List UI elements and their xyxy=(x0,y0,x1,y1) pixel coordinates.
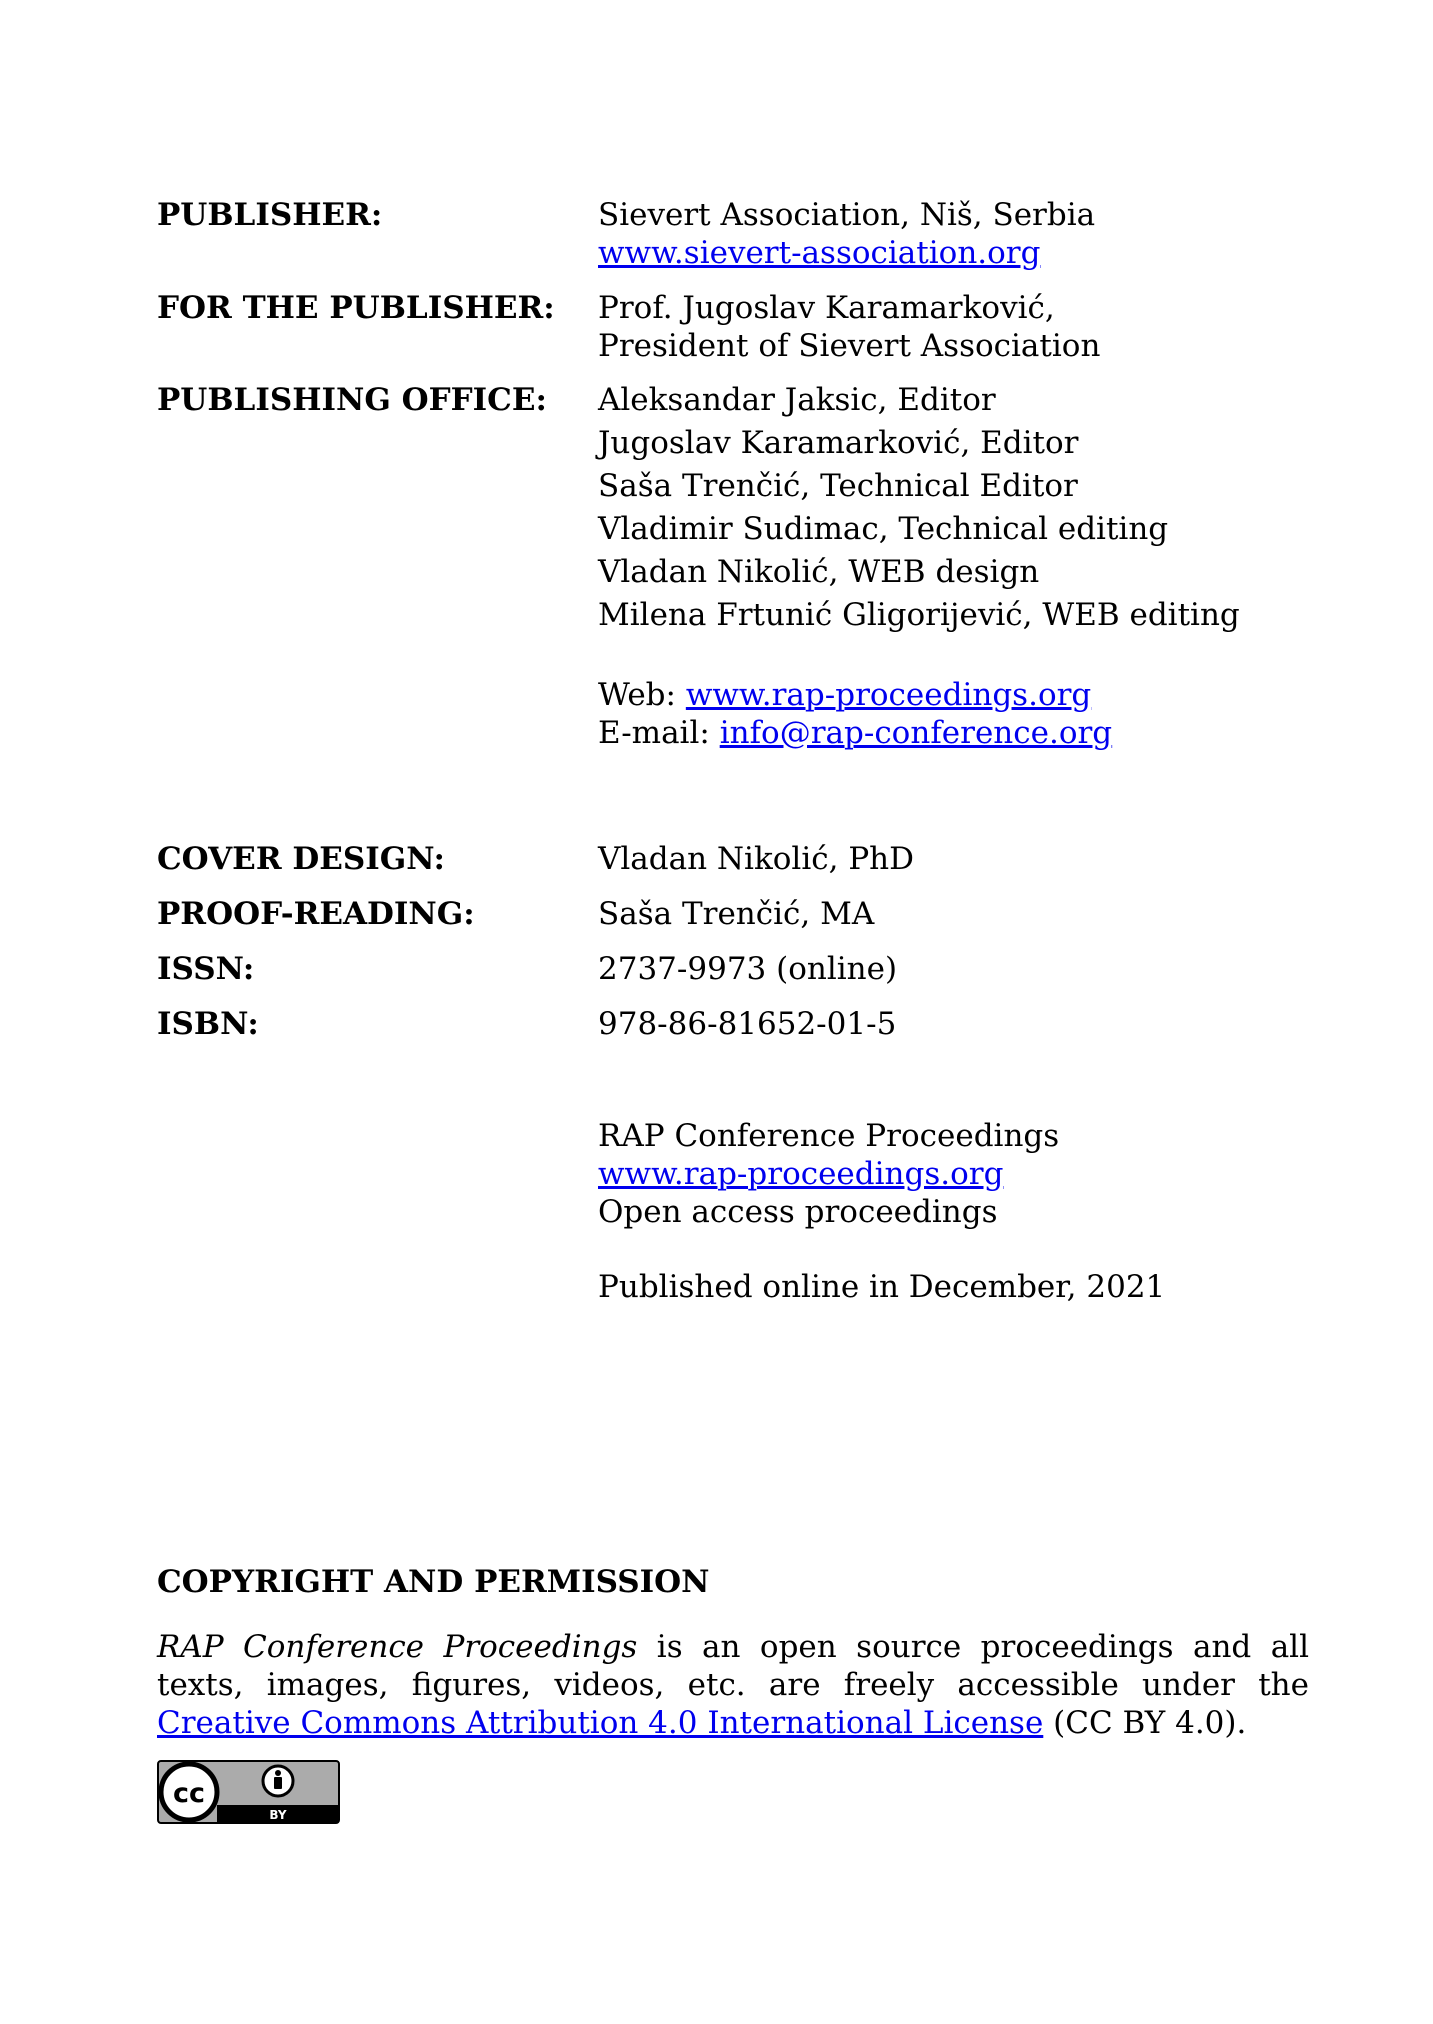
issn-label: ISSN: xyxy=(157,951,255,987)
copyright-heading: COPYRIGHT AND PERMISSION xyxy=(157,1564,710,1600)
for-publisher-line1: Prof. Jugoslav Karamarković, xyxy=(598,290,1055,326)
publisher-name: Sievert Association, Niš, Serbia xyxy=(598,197,1096,233)
publisher-url-link[interactable]: www.sievert-association.org xyxy=(598,235,1041,271)
proof-reading-value: Saša Trenčić, MA xyxy=(598,896,875,932)
web-label: Web: xyxy=(598,677,686,713)
office-member: Vladimir Sudimac, Technical editing xyxy=(598,511,1169,547)
office-member: Jugoslav Karamarković, Editor xyxy=(598,425,1079,461)
email-line xyxy=(598,714,1112,752)
publishing-office-label: PUBLISHING OFFICE: xyxy=(157,382,547,418)
web-line xyxy=(598,676,1112,714)
copyright-text-1: is an open source proceedings and all texts, images, figures, videos, etc. are freely accessible under the xyxy=(157,1629,1310,1703)
office-member: Milena Frtunić Gligorijević, WEB editing xyxy=(598,597,1240,633)
proceedings-name: RAP Conference Proceedings xyxy=(598,1118,1060,1154)
cover-design-label: COVER DESIGN: xyxy=(157,841,445,877)
publisher-value xyxy=(598,196,1095,272)
for-publisher-line2: President of Sievert Association xyxy=(598,328,1101,364)
copyright-paragraph xyxy=(157,1628,1309,1742)
copyright-text-2: (CC BY 4.0). xyxy=(1043,1705,1247,1741)
proceedings-url-link[interactable]: www.rap-proceedings.org xyxy=(598,1156,1004,1192)
published-date: Published online in December, 2021 xyxy=(598,1269,1166,1305)
proceedings-block xyxy=(598,1117,1059,1231)
cover-design-value: Vladan Nikolić, PhD xyxy=(598,841,914,877)
email-link[interactable]: info@rap-conference.org xyxy=(719,715,1113,751)
proof-reading-label: PROOF-READING: xyxy=(157,896,475,932)
cc-by-badge[interactable] xyxy=(157,1760,340,1824)
publisher-label: PUBLISHER: xyxy=(157,197,383,233)
proceedings-access: Open access proceedings xyxy=(598,1194,998,1230)
publishing-office-members xyxy=(598,379,1240,637)
license-link[interactable]: Creative Commons Attribution 4.0 International License xyxy=(157,1705,1044,1741)
email-label: E-mail: xyxy=(598,715,720,751)
contact-block xyxy=(598,676,1112,752)
isbn-label: ISBN: xyxy=(157,1006,259,1042)
cc-by-logo-icon xyxy=(157,1760,340,1824)
for-publisher-value xyxy=(598,289,1100,365)
office-member: Vladan Nikolić, WEB design xyxy=(598,554,1040,590)
office-member: Aleksandar Jaksic, Editor xyxy=(598,382,996,418)
web-url-link[interactable]: www.rap-proceedings.org xyxy=(685,677,1092,713)
for-publisher-label: FOR THE PUBLISHER: xyxy=(157,290,555,326)
svg-text:cc: cc xyxy=(172,1778,206,1809)
isbn-value: 978-86-81652-01-5 xyxy=(598,1006,897,1042)
office-member: Saša Trenčić, Technical Editor xyxy=(598,468,1078,504)
issn-value: 2737-9973 (online) xyxy=(598,951,898,987)
proceedings-title: RAP Conference Proceedings xyxy=(157,1629,638,1665)
cc-badge-text: BY xyxy=(269,1808,287,1822)
